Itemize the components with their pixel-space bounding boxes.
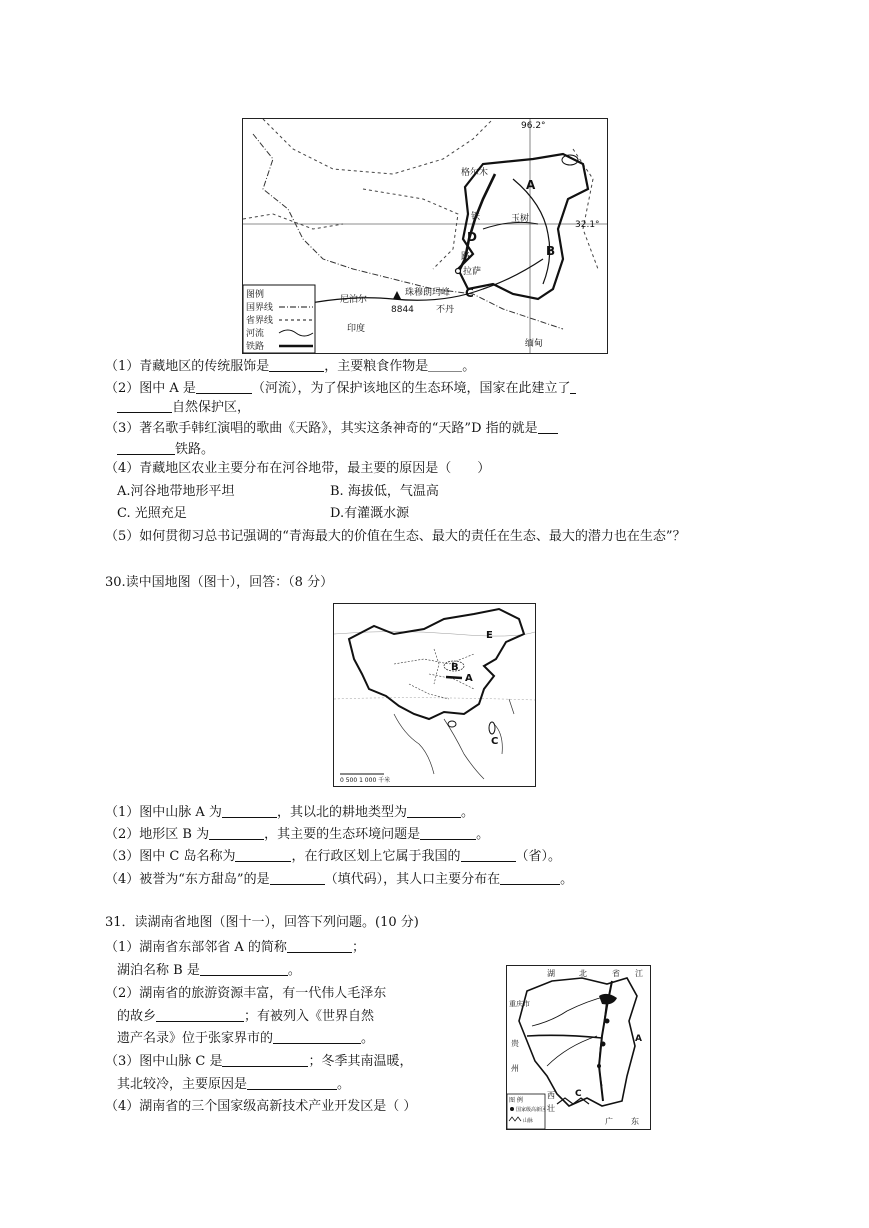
q29-option-a[interactable] (117, 483, 235, 501)
q29-2-text-b: （河流），为了保护该地区的生态环境，国家在此建立了 (251, 381, 571, 396)
legend-title: 图例 (246, 290, 265, 300)
q29-2-blank-2[interactable] (117, 398, 172, 413)
q30-item-3 (105, 847, 561, 866)
q29-1-text-b: ，主要粮食作物是 (324, 359, 429, 374)
q30-title: 30.读中国地图（图十），回答：（8 分） (105, 575, 334, 590)
q31-3-blank-2[interactable] (247, 1075, 337, 1090)
lhasa-dot (456, 269, 461, 274)
q31-2-text-a: （2）湖南省的旅游资源丰富，有一代伟人毛泽东 (105, 986, 387, 1001)
q31-3-text-d: 。 (337, 1077, 351, 1092)
hunan-letter-c: C (575, 1089, 582, 1099)
place-yushu: 玉树 (511, 214, 530, 224)
place-lu: 路 (461, 252, 471, 262)
q31-2-blank-1[interactable] (156, 1007, 244, 1022)
q31-4-text: （4）湖南省的三个国家级高新技术产业开发区是（ ） (105, 1099, 417, 1114)
q31-1-text-a: （1）湖南省东部邻省 A 的简称 (105, 940, 287, 955)
q31-1-text-c: 湖泊名称 B 是 (117, 963, 200, 978)
q31-1-text-b: ； (351, 940, 365, 955)
q31-item-2-l2 (117, 1007, 374, 1026)
q30-item-4 (105, 870, 573, 889)
provincial-border-north (263, 119, 493, 174)
map1-letter-a: A (526, 178, 536, 192)
q31-item-1-cont (117, 961, 301, 980)
map1-letter-b: B (546, 244, 556, 258)
q31-1-blank-1[interactable] (287, 938, 352, 953)
q29-1-blank-2[interactable] (428, 357, 462, 372)
hunan-legend-title: 图 例 (509, 1097, 523, 1104)
hunan-label-bei: 北 (579, 969, 587, 978)
place-india: 印度 (347, 324, 366, 334)
q29-item-5 (105, 528, 686, 546)
hunan-legend-mountain: 山脉 (523, 1118, 534, 1124)
hunan-label-zhou: 州 (511, 1064, 519, 1073)
q31-item-3 (105, 1052, 413, 1071)
dongting-lake (599, 994, 617, 1004)
q30-2-blank-1[interactable] (209, 825, 264, 840)
q30-3-text-c: （省）。 (515, 849, 562, 864)
q31-item-2-l3 (117, 1029, 374, 1048)
q29-3-blank-1a[interactable] (538, 419, 558, 434)
map1-letter-c: C (465, 286, 474, 300)
q29-option-c-label: C. 光照充足 (117, 506, 187, 521)
china-map-scale: 0 500 1 000 千米 (340, 777, 391, 784)
river-a (513, 179, 550, 284)
q31-3-blank-1[interactable] (222, 1052, 308, 1067)
hunan-label-sheng: 省 (612, 969, 620, 978)
q30-4-text-b: （填代码），其人口主要分布在 (324, 872, 501, 887)
q29-2-blank-1[interactable] (196, 379, 252, 394)
hunan-label-dong: 东 (631, 1117, 639, 1126)
hunan-label-zhuang: 壮 (547, 1104, 555, 1113)
china-map-svg (334, 604, 535, 786)
hunan-label-guang: 广 (605, 1117, 613, 1126)
hunan-label-jiang: 江 (635, 969, 643, 978)
provincial-border-east (573, 149, 598, 269)
q31-item-2 (105, 985, 386, 1003)
q31-1-text-d: 。 (287, 963, 301, 978)
hunan-label-chongqing: 重庆市 (509, 1000, 530, 1008)
q30-4-text-c: 。 (560, 872, 574, 887)
q31-2-text-d: 遗产名录》位于张家界市的 (117, 1031, 274, 1046)
china-letter-b: B (451, 662, 459, 673)
q29-option-b[interactable] (330, 483, 439, 501)
q31-3-text-b: ；冬季其南温暖， (308, 1054, 413, 1069)
q29-option-d[interactable] (330, 505, 409, 523)
q30-2-text-b: ，其主要的生态环境问题是 (264, 827, 421, 842)
q31-3-text-a: （3）图中山脉 C 是 (105, 1054, 223, 1069)
legend-river: 河流 (246, 329, 265, 339)
q29-option-a-label: A.河谷地带地形平坦 (117, 484, 235, 499)
q31-2-text-c: ；有被列入《世界自然 (244, 1009, 375, 1024)
hunan-letter-a: A (635, 1034, 642, 1044)
q29-item-2 (105, 379, 576, 398)
place-buhdan: 不丹 (436, 305, 455, 315)
q29-3-blank-1[interactable] (117, 440, 175, 455)
place-geermu: 格尔木 (461, 168, 489, 178)
everest-triangle (393, 291, 401, 299)
q31-1-blank-2[interactable] (200, 961, 288, 976)
map1-legend (243, 285, 315, 353)
q29-1-text-c: 。 (462, 359, 476, 374)
legend-provincial-border: 省界线 (246, 316, 274, 326)
q30-3-blank-2[interactable] (461, 847, 516, 862)
china-letter-c: C (491, 736, 499, 747)
legend-railway: 铁路 (246, 342, 265, 352)
hunan-label-gui: 贵 (511, 1039, 519, 1048)
q31-2-text-b: 的故乡 (117, 1009, 157, 1024)
china-map (333, 603, 536, 787)
hunan-map-svg (507, 966, 650, 1129)
q30-1-text-c: 。 (460, 805, 474, 820)
q31-2-blank-2[interactable] (273, 1029, 361, 1044)
q29-2-blank-2a[interactable] (570, 379, 576, 394)
q30-1-blank-2[interactable] (407, 803, 461, 818)
provincial-border-central (363, 189, 458, 269)
place-tie: 铁 (471, 212, 481, 222)
provincial-border-west (243, 214, 343, 229)
q30-3-text-b: ，在行政区划上它属于我国的 (291, 849, 461, 864)
q31-title: 31．读湖南省地图（图十一），回答下列问题。(10 分) (105, 915, 419, 930)
q31-item-1 (105, 938, 365, 957)
q29-3-text-a: （3）著名歌手韩红演唱的歌曲《天路》，其实这条神奇的“天路”D 指的就是 (105, 421, 538, 436)
china-letter-a: A (465, 673, 473, 684)
map1-letter-d: D (467, 230, 477, 244)
q29-item-3-cont (117, 440, 214, 459)
q29-1-text-a: （1）青藏地区的传统服饰是 (105, 359, 270, 374)
q29-option-d-label: D.有灌溉水源 (330, 506, 410, 521)
hunan-legend (507, 1094, 546, 1129)
hunan-map (506, 965, 651, 1130)
q31-2-text-e: 。 (361, 1031, 375, 1046)
q30-1-text-a: （1）图中山脉 A 为 (105, 805, 222, 820)
qinghai-tibet-map (242, 118, 608, 354)
qinling-mountain (446, 677, 462, 678)
q30-1-text-b: ，其以北的耕地类型为 (276, 805, 407, 820)
q29-2-text-c: 自然保护区， (172, 400, 251, 415)
hunan-outline (519, 978, 637, 1106)
place-lasa: 拉萨 (463, 267, 482, 277)
q29-item-1 (105, 357, 475, 376)
q29-item-2-cont (117, 398, 250, 417)
q29-1-blank-1[interactable] (269, 357, 324, 372)
q31-item-4 (105, 1098, 416, 1116)
place-everest: 珠穆朗玛峰 (405, 288, 451, 298)
q30-4-blank-2[interactable] (500, 870, 560, 885)
q30-4-text-a: （4）被誉为“东方甜岛”的是 (105, 872, 270, 887)
q31-3-text-c: 其北较冷，主要原因是 (117, 1077, 248, 1092)
hunan-label-guangxi: 西 (547, 1091, 555, 1100)
place-niboer: 尼泊尔 (340, 295, 368, 305)
q30-item-2 (105, 825, 489, 844)
q30-3-text-a: （3）图中 C 岛名称为 (105, 849, 236, 864)
qinghai-tibet-map-svg (243, 119, 607, 353)
q30-3-blank-1[interactable] (235, 847, 291, 862)
place-myanmar: 缅甸 (525, 339, 544, 349)
q29-item-4 (105, 460, 490, 478)
q31-item-3-cont (117, 1075, 350, 1094)
q30-2-blank-2[interactable] (420, 825, 476, 840)
china-outline (349, 609, 524, 719)
q30-1-blank-1[interactable] (222, 803, 277, 818)
q29-option-b-label: B. 海拔低，气温高 (330, 484, 439, 499)
latitude-label: 32.1° (575, 220, 600, 230)
china-letter-e: E (486, 630, 493, 641)
q29-2-text-a: （2）图中 A 是 (105, 381, 196, 396)
q30-item-1 (105, 803, 474, 822)
everest-height: 8844 (391, 305, 414, 315)
q29-item-3 (105, 419, 558, 438)
hunan-legend-city: 国家级高新区 (516, 1107, 547, 1113)
q29-4-text: （4）青藏地区农业主要分布在河谷地带，最主要的原因是（ ） (105, 461, 491, 476)
q29-option-c[interactable] (117, 505, 187, 523)
q30-4-blank-1[interactable] (270, 870, 325, 885)
q29-5-text: （5）如何贯彻习总书记强调的“青海最大的价值在生态、最大的责任在生态、最大的潜力也在生态”？ (105, 529, 686, 544)
longitude-label: 96.2° (521, 121, 546, 131)
hunan-label-hu: 湖 (547, 969, 555, 978)
q29-3-text-b: 铁路。 (175, 442, 215, 457)
q30-2-text-c: 。 (476, 827, 490, 842)
legend-national-border: 国界线 (246, 303, 274, 313)
q30-2-text-a: （2）地形区 B 为 (105, 827, 210, 842)
